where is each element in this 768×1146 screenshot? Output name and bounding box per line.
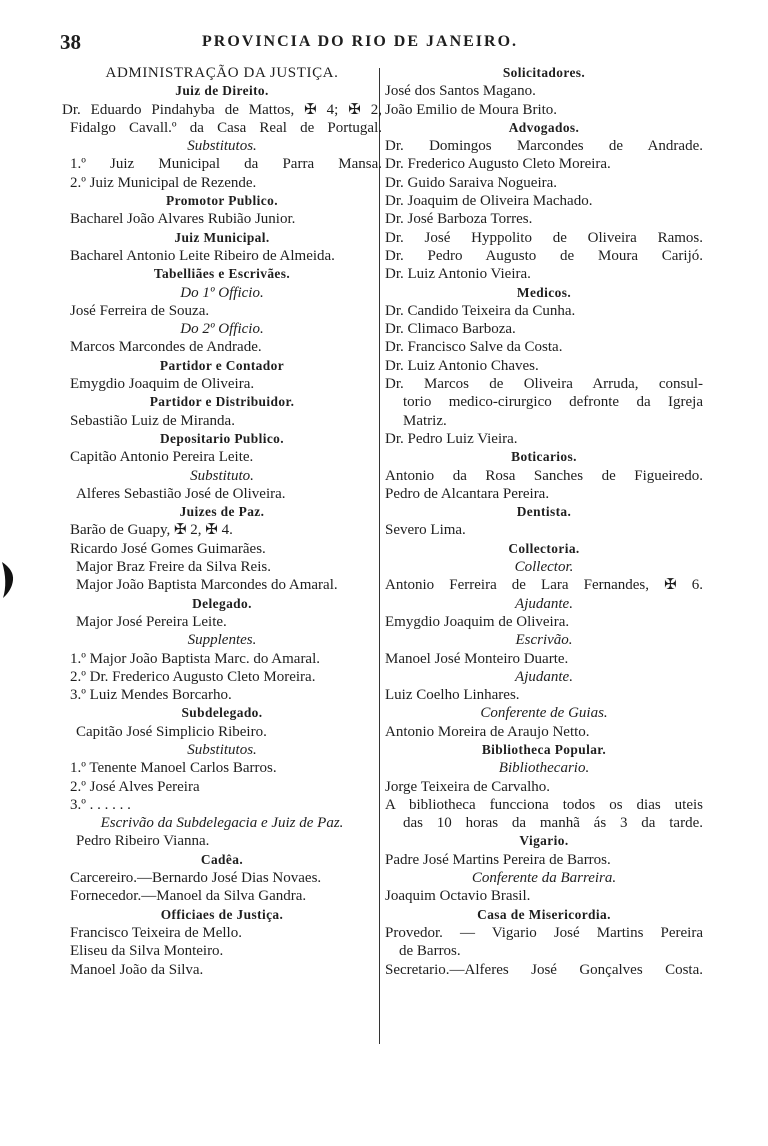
entry-line: Capitão Antonio Pereira Leite.	[70, 449, 254, 466]
entry-line: Emygdio Joaquim de Oliveira.	[385, 613, 570, 630]
entry-line: Antonio Ferreira de Lara Fernandes, ✠ 6.	[385, 577, 703, 594]
entry-line: Dr. José Hyppolito de Oliveira Ramos.	[385, 229, 703, 246]
entry-line: Dr. Candido Teixeira da Cunha.	[385, 302, 576, 319]
entry-line: Dr. Pedro Luiz Vieira.	[385, 430, 518, 447]
subsection-heading: Ajudante.	[515, 668, 573, 685]
entry-line: 1.º Juiz Municipal da Parra Mansa.	[70, 156, 382, 173]
section-heading: Partidor e Distribuidor.	[149, 394, 295, 410]
entry-line: Dr. Luiz Antonio Chaves.	[385, 357, 539, 374]
entry-line: Dr. Luiz Antonio Vieira.	[385, 266, 531, 283]
section-heading: Collectoria.	[508, 540, 580, 556]
section-heading: Partidor e Contador	[159, 357, 285, 373]
entry-line: Severo Lima.	[385, 522, 466, 539]
entry-line: 1.º Tenente Manoel Carlos Barros.	[70, 760, 277, 777]
entry-line: A bibliotheca funcciona todos os dias uteis	[385, 796, 703, 813]
section-heading: Solicitadores.	[502, 65, 586, 80]
subsection-heading: Substitutos.	[187, 741, 257, 758]
section-heading: Juiz de Direito.	[175, 83, 269, 99]
subsection-heading: Conferente de Guias.	[480, 705, 608, 722]
subsection-heading: Substituto.	[190, 467, 254, 484]
entry-line: Padre José Martins Pereira de Barros.	[385, 851, 611, 868]
section-heading: Delegado.	[192, 595, 252, 611]
left-column	[62, 64, 382, 979]
entry-line: Francisco Teixeira de Mello.	[70, 924, 242, 941]
entry-line: Dr. José Barboza Torres.	[385, 211, 533, 228]
entry-line: José dos Santos Magano.	[385, 83, 536, 100]
entry-line: Antonio Moreira de Araujo Netto.	[385, 723, 590, 740]
entry-line: Carcereiro.—Bernardo José Dias Novaes.	[70, 870, 322, 887]
entry-line: Major João Baptista Marcondes do Amaral.	[76, 577, 338, 594]
entry-line: Fornecedor.—Manoel da Silva Gandra.	[70, 888, 307, 905]
entry-line: Dr. Eduardo Pindahyba de Mattos, ✠ 4; ✠ 2,	[62, 101, 382, 118]
page-number: 38	[60, 30, 81, 54]
entry-line: Pedro Ribeiro Vianna.	[76, 833, 210, 850]
subsection-heading: Conferente da Barreira.	[471, 870, 617, 887]
section-heading: Depositario Publico.	[159, 430, 285, 446]
section-heading: Subdelegado.	[181, 705, 263, 721]
subsection-heading: Substitutos.	[187, 138, 257, 155]
subsection-heading: Do 2º Officio.	[180, 321, 264, 338]
entry-line: Jorge Teixeira de Carvalho.	[385, 778, 551, 795]
entry-line: Dr. Guido Saraiva Nogueira.	[385, 174, 558, 191]
section-heading: Dentista.	[516, 504, 572, 520]
entry-line: 1.º Major João Baptista Marc. do Amaral.	[70, 650, 321, 667]
section-heading: Boticarios.	[511, 449, 577, 465]
running-title: PROVINCIA DO RIO DE JANEIRO.	[202, 33, 519, 50]
entry-line: Antonio da Rosa Sanches de Figueiredo.	[385, 467, 703, 484]
entry-line: 3.º . . . . . .	[70, 796, 131, 813]
entry-line: 2.º Dr. Frederico Augusto Cleto Moreira.	[70, 668, 316, 685]
entry-line: Dr. Marcos de Oliveira Arruda, consul-	[385, 376, 703, 393]
entry-line: Bacharel João Alvares Rubião Junior.	[70, 211, 296, 228]
section-heading: Tabelliães e Escrivães.	[153, 266, 291, 282]
subsection-heading: Escrivão da Subdelegacia e Juiz de Paz.	[100, 815, 344, 832]
subsection-heading: Do 1º Officio.	[180, 284, 264, 301]
subsection-heading: Escrivão.	[515, 632, 573, 649]
entry-line: Dr. Climaco Barboza.	[385, 321, 516, 338]
entry-line: Sebastião Luiz de Miranda.	[70, 412, 235, 429]
subsection-heading: Ajudante.	[515, 595, 573, 612]
section-heading: Advogados.	[508, 119, 580, 135]
entry-line: Dr. Frederico Augusto Cleto Moreira.	[385, 156, 611, 173]
entry-line: Major Braz Freire da Silva Reis.	[76, 559, 271, 576]
entry-line: João Emilio de Moura Brito.	[385, 101, 558, 118]
entry-line: 3.º Luiz Mendes Borcarho.	[70, 687, 232, 704]
entry-line: Manoel João da Silva.	[70, 961, 204, 978]
right-column	[385, 64, 703, 979]
section-heading: ADMINISTRAÇÃO DA JUSTIÇA.	[105, 65, 339, 81]
entry-line: Bacharel Antonio Leite Ribeiro de Almeida.	[70, 247, 335, 264]
entry-line: Provedor. — Vigario José Martins Pereira	[385, 924, 703, 941]
entry-line: Pedro de Alcantara Pereira.	[385, 485, 550, 502]
subsection-heading: Bibliothecario.	[498, 760, 590, 777]
entry-line: torio medico-cirurgico defronte da Igreja	[403, 394, 703, 411]
entry-line: Dr. Francisco Salve da Costa.	[385, 339, 563, 356]
entry-line: Luiz Coelho Linhares.	[385, 687, 520, 704]
entry-line: Matriz.	[403, 412, 447, 429]
section-heading: Juiz Municipal.	[174, 229, 270, 245]
entry-line: 2.º Juiz Municipal de Rezende.	[70, 174, 257, 191]
entry-line: Dr. Joaquim de Oliveira Machado.	[385, 193, 593, 210]
entry-line: 2.º José Alves Pereira	[70, 778, 200, 795]
entry-line: Ricardo José Gomes Guimarães.	[70, 540, 266, 557]
section-heading: Vigario.	[519, 833, 569, 849]
ink-blot-mark	[0, 560, 18, 600]
section-heading: Medicos.	[516, 284, 572, 300]
section-heading: Casa de Misericordia.	[477, 906, 611, 922]
section-heading: Cadêa.	[200, 851, 244, 867]
entry-line: Manoel José Monteiro Duarte.	[385, 650, 569, 667]
entry-line: Alferes Sebastião José de Oliveira.	[76, 485, 286, 502]
entry-line: Marcos Marcondes de Andrade.	[70, 339, 262, 356]
entry-line: de Barros.	[399, 943, 461, 960]
section-heading: Promotor Publico.	[166, 193, 278, 209]
entry-line: Emygdio Joaquim de Oliveira.	[70, 376, 255, 393]
entry-line: Fidalgo Cavall.º da Casa Real de Portugal.	[70, 119, 382, 136]
entry-line: Capitão José Simplicio Ribeiro.	[76, 723, 267, 740]
section-heading: Officiaes de Justiça.	[160, 906, 284, 922]
entry-line: Barão de Guapy, ✠ 2, ✠ 4.	[70, 522, 233, 539]
page-header	[60, 30, 760, 60]
entry-line: Secretario.—Alferes José Gonçalves Costa.	[385, 961, 703, 978]
entry-line: Major José Pereira Leite.	[76, 613, 227, 630]
section-heading: Juizes de Paz.	[179, 504, 265, 520]
section-heading: Bibliotheca Popular.	[481, 741, 607, 757]
subsection-heading: Collector.	[514, 559, 574, 576]
entry-line: Eliseu da Silva Monteiro.	[70, 943, 224, 960]
entry-line: Dr. Pedro Augusto de Moura Carijó.	[385, 247, 703, 264]
entry-line: José Ferreira de Souza.	[70, 302, 210, 319]
entry-line: das 10 horas da manhã ás 3 da tarde.	[403, 815, 703, 832]
subsection-heading: Supplentes.	[187, 632, 257, 649]
entry-line: Joaquim Octavio Brasil.	[385, 888, 531, 905]
entry-line: Dr. Domingos Marcondes de Andrade.	[385, 138, 703, 155]
